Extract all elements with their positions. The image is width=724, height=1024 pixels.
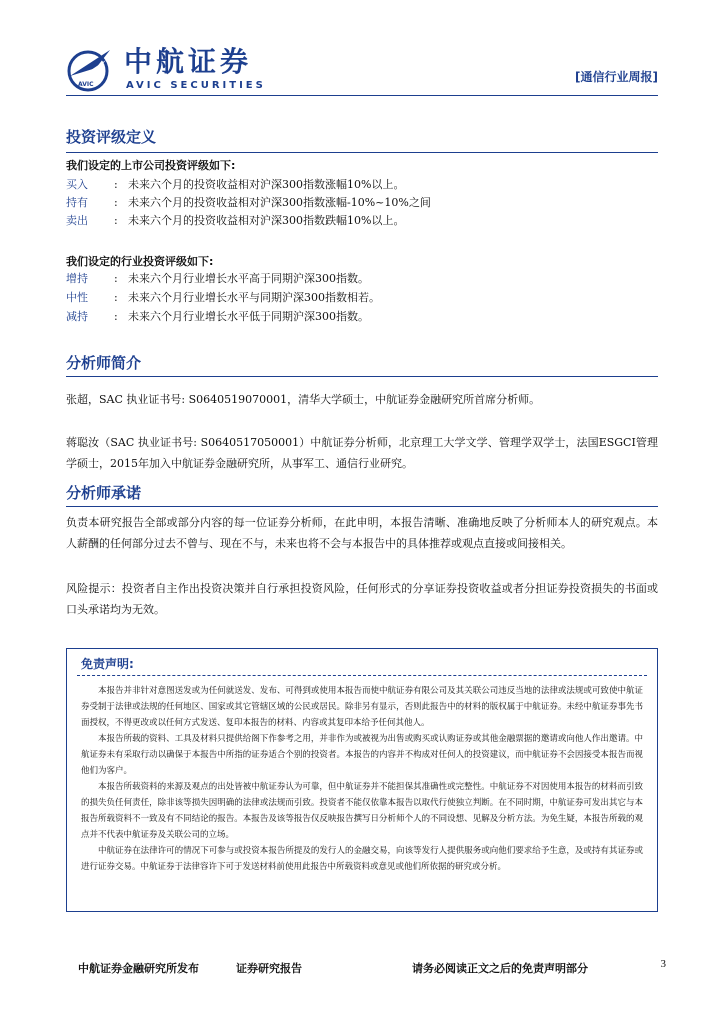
section-divider: [66, 152, 658, 153]
page-footer: [66, 960, 666, 980]
disclaimer-paragraph: 本报告所载的资料、工具及材料只提供给阁下作参考之用，并非作为或被视为出售或购买或认购证券或其他金融票据的邀请或向他人作出邀请。中航证券未有采取行动以确保于本报告中所指的证券适合个别的投资者。本报告的内容并不构成对任何人的投资建议，而中航证券不会因接受本报告而视他们为客户。: [81, 734, 643, 776]
industry-rating-row: [66, 308, 369, 325]
rating-colon: :: [114, 272, 118, 285]
rating-text: 未来六个月行业增长水平低于同期沪深300指数。: [128, 310, 369, 323]
disclaimer-paragraph: 本报告所载资料的来源及观点的出处皆被中航证券认为可靠，但中航证券并不能担保其准确性或完整性。中航证券不对因使用本报告的材料而引致的损失负任何责任，除非该等损失因明确的法律或法规而引致。投资者不能仅依靠本报告以取代行使独立判断。在不同时期，中航证券可发出其它与本报告所载资料不一致及有不同结论的报告。本报告及该等报告仅反映报告撰写日分析师个人的不同设想、见解及分析方法。为免生疑，本报告所载的观点并不代表中航证券及关联公司的立场。: [81, 782, 643, 840]
rating-colon: :: [114, 291, 118, 304]
rating-colon: :: [114, 214, 118, 227]
risk-warning-text: 风险提示：投资者自主作出投资决策并自行承担投资风险，任何形式的分享证券投资收益或者分担证券投资损失的书面或口头承诺均为无效。: [66, 582, 658, 616]
rating-text: 未来六个月行业增长水平与同期沪深300指数相若。: [128, 291, 380, 304]
analyst-profile-jiang: 蒋聪汝（SAC 执业证书号: S0640517050001）中航证券分析师，北京理工大学文学、管理学双学士，法国ESGCI管理学硕士，2015年加入中航证券金融研究所，从事军工、通信行业研究。: [66, 436, 658, 470]
disclaimer-title: 免责声明:: [81, 657, 134, 671]
disclaimer-divider: [77, 675, 647, 676]
analyst-commitment-text: 负责本研究报告全部或部分内容的每一位证券分析师，在此申明，本报告清晰、准确地反映了分析师本人的研究观点。本人薪酬的任何部分过去不曾与、现在不与，未来也将不会与本报告中的具体推荐或观点直接或间接相关。: [66, 516, 658, 550]
section-title-rating-definitions: 投资评级定义: [66, 128, 157, 146]
footer-notice: 请务必阅读正文之后的免责声明部分: [412, 962, 588, 975]
header-divider: [66, 95, 658, 96]
footer-report-type: 证券研究报告: [236, 962, 302, 975]
rating-text: 未来六个月的投资收益相对沪深300指数涨幅-10%~10%之间: [128, 196, 431, 209]
rating-label: 增持: [66, 272, 88, 285]
footer-institute: 中航证券金融研究所发布: [78, 962, 199, 975]
rating-label: 减持: [66, 310, 88, 323]
rating-text: 未来六个月的投资收益相对沪深300指数涨幅10%以上。: [128, 178, 405, 191]
rating-colon: :: [114, 178, 118, 191]
rating-text: 未来六个月的投资收益相对沪深300指数跌幅10%以上。: [128, 214, 405, 227]
section-divider: [66, 506, 658, 507]
industry-rating-row: [66, 270, 369, 287]
industry-rating-heading: 我们设定的行业投资评级如下:: [66, 255, 214, 268]
section-title-analyst-commitment: 分析师承诺: [66, 484, 142, 502]
logo-wordmark-en: AVIC SECURITIES: [126, 80, 266, 91]
page-number: 3: [660, 958, 666, 970]
disclaimer-body: [81, 683, 643, 875]
avic-plane-logo-icon: [66, 46, 114, 92]
company-rating-row: [66, 176, 404, 193]
analyst-profile-zhang: 张超，SAC 执业证书号: S0640519070001，清华大学硕士，中航证券金融研究所首席分析师。: [66, 393, 541, 406]
rating-colon: :: [114, 196, 118, 209]
disclaimer-paragraph: 中航证券在法律许可的情况下可参与或投资本报告所提及的发行人的金融交易，向该等发行人提供服务或向他们要求给予生意，及或持有其证券或进行证券交易。中航证券于法律容许下可于发送材料前使用此报告中所载资料或意见或他们所依据的研究或分析。: [81, 846, 643, 872]
section-divider: [66, 376, 658, 377]
industry-rating-row: [66, 289, 380, 306]
section-title-analyst-profiles: 分析师简介: [66, 354, 142, 372]
rating-label: 持有: [66, 196, 88, 209]
logo-mark-text: AVIC: [78, 81, 94, 88]
rating-label: 中性: [66, 291, 88, 304]
logo-wordmark-cn: 中航证券: [124, 45, 253, 78]
disclaimer-paragraph: 本报告并非针对意图送发或为任何就送发、发布、可得到或使用本报告而使中航证券有限公司及其关联公司违反当地的法律或法规或可致使中航证券受制于法律或法规的任何地区、国家或其它管辖区域的公民或居民。除非另有显示，否则此报告中的材料的版权属于中航证券。未经中航证券事先书面授权，不得更改或以任何方式发送、复印本报告的材料、内容或其复印本给予任何其他人。: [81, 686, 643, 728]
company-rating-row: [66, 212, 404, 229]
disclaimer-box: [66, 648, 658, 912]
company-rating-heading: 我们设定的上市公司投资评级如下:: [66, 159, 236, 172]
report-type-tag: [通信行业周报]: [575, 70, 658, 84]
rating-label: 卖出: [66, 214, 88, 227]
rating-text: 未来六个月行业增长水平高于同期沪深300指数。: [128, 272, 369, 285]
rating-colon: :: [114, 310, 118, 323]
rating-label: 买入: [66, 178, 88, 191]
page-header: [66, 42, 658, 98]
company-rating-row: [66, 194, 431, 211]
